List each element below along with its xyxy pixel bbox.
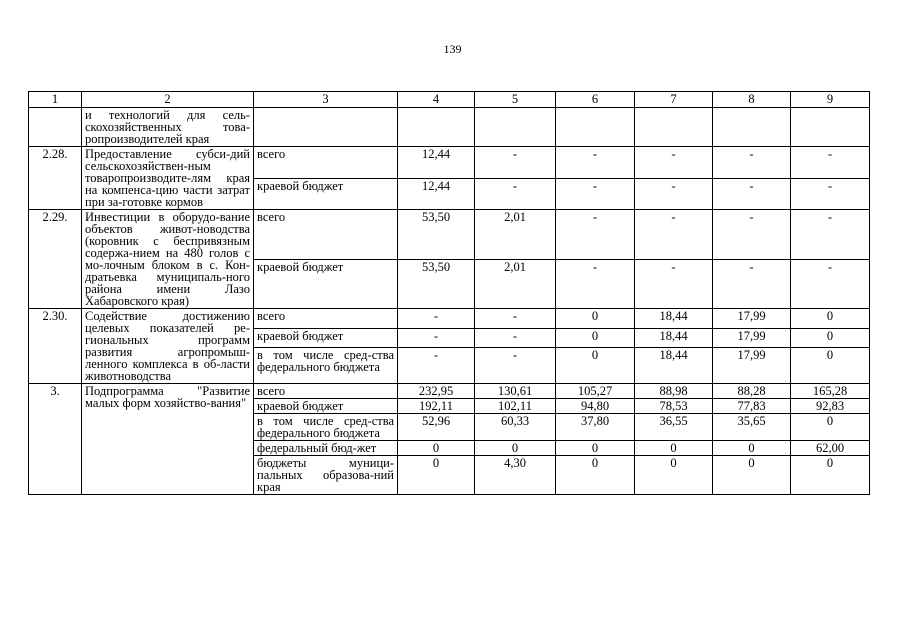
value-cell: 2,01 xyxy=(475,259,556,309)
column-number: 5 xyxy=(475,92,556,108)
funding-source: краевой бюджет xyxy=(254,259,398,309)
column-number: 6 xyxy=(556,92,635,108)
funding-source: краевой бюджет xyxy=(254,399,398,414)
value-cell: 0 xyxy=(556,441,635,456)
value-cell: - xyxy=(635,259,713,309)
value-cell: 17,99 xyxy=(713,348,791,384)
table-row xyxy=(29,210,870,260)
value-cell: 35,65 xyxy=(713,414,791,441)
column-number: 3 xyxy=(254,92,398,108)
value-cell: 0 xyxy=(398,456,475,495)
value-cell: 18,44 xyxy=(635,328,713,348)
value-cell: 0 xyxy=(635,441,713,456)
item-number: 2.28. xyxy=(29,147,82,210)
value-cell: 53,50 xyxy=(398,259,475,309)
value-cell: 232,95 xyxy=(398,384,475,399)
value-cell: 0 xyxy=(556,309,635,329)
value-cell: 0 xyxy=(713,441,791,456)
table-row xyxy=(29,309,870,329)
value-cell: 52,96 xyxy=(398,414,475,441)
value-cell: 36,55 xyxy=(635,414,713,441)
value-cell: - xyxy=(635,147,713,179)
value-cell: - xyxy=(791,178,870,210)
value-cell: 0 xyxy=(556,328,635,348)
value-cell: - xyxy=(713,178,791,210)
value-cell: 0 xyxy=(475,441,556,456)
item-description: Инвестиции в оборудо-вание объектов живот-новодства (коровник с беспривязным содержа-нием на 480 голов с мо-лочным блоком в с. Кон-дратьевка муниципаль-ного района имени Лазо Хабаровского края) xyxy=(82,210,254,309)
value-cell: 0 xyxy=(791,456,870,495)
empty-cell xyxy=(635,108,713,147)
empty-cell xyxy=(475,108,556,147)
column-number: 4 xyxy=(398,92,475,108)
value-cell: 2,01 xyxy=(475,210,556,260)
page-number: 139 xyxy=(443,42,462,56)
value-cell: 78,53 xyxy=(635,399,713,414)
item-number: 2.30. xyxy=(29,309,82,384)
empty-cell xyxy=(713,108,791,147)
value-cell: - xyxy=(398,328,475,348)
funding-source: в том числе сред-ства федерального бюджета xyxy=(254,348,398,384)
empty-cell xyxy=(791,108,870,147)
funding-source: бюджеты муници-пальных образова-ний края xyxy=(254,456,398,495)
column-number: 1 xyxy=(29,92,82,108)
value-cell: 0 xyxy=(556,348,635,384)
value-cell: 88,98 xyxy=(635,384,713,399)
value-cell: 165,28 xyxy=(791,384,870,399)
value-cell: 12,44 xyxy=(398,147,475,179)
value-cell: - xyxy=(475,147,556,179)
funding-source: всего xyxy=(254,210,398,260)
value-cell: - xyxy=(556,147,635,179)
empty-cell xyxy=(398,108,475,147)
value-cell: 62,00 xyxy=(791,441,870,456)
value-cell: - xyxy=(556,259,635,309)
item-description: Подпрограмма "Развитие малых форм хозяйство-вания" xyxy=(82,384,254,495)
value-cell: - xyxy=(398,348,475,384)
column-number: 7 xyxy=(635,92,713,108)
value-cell: - xyxy=(635,210,713,260)
value-cell: - xyxy=(556,210,635,260)
value-cell: 17,99 xyxy=(713,328,791,348)
empty-cell xyxy=(556,108,635,147)
value-cell: - xyxy=(475,309,556,329)
budget-table xyxy=(28,91,870,495)
value-cell: 77,83 xyxy=(713,399,791,414)
column-number: 9 xyxy=(791,92,870,108)
column-number-row xyxy=(29,92,870,108)
value-cell: 0 xyxy=(791,348,870,384)
value-cell: 0 xyxy=(635,456,713,495)
value-cell: - xyxy=(475,328,556,348)
value-cell: - xyxy=(791,147,870,179)
funding-source: федеральный бюд-жет xyxy=(254,441,398,456)
value-cell: 18,44 xyxy=(635,348,713,384)
value-cell: 88,28 xyxy=(713,384,791,399)
item-description: и технологий для сель-скохозяйственных това-ропроизводителей края xyxy=(82,108,254,147)
funding-source: всего xyxy=(254,384,398,399)
value-cell: 12,44 xyxy=(398,178,475,210)
item-number xyxy=(29,108,82,147)
value-cell: 0 xyxy=(398,441,475,456)
value-cell: 0 xyxy=(791,309,870,329)
table-row xyxy=(29,384,870,399)
value-cell: - xyxy=(713,259,791,309)
funding-source: всего xyxy=(254,309,398,329)
value-cell: 0 xyxy=(791,414,870,441)
value-cell: 130,61 xyxy=(475,384,556,399)
value-cell: 0 xyxy=(556,456,635,495)
value-cell: - xyxy=(713,210,791,260)
value-cell: 60,33 xyxy=(475,414,556,441)
value-cell: 0 xyxy=(713,456,791,495)
value-cell: - xyxy=(635,178,713,210)
value-cell: 17,99 xyxy=(713,309,791,329)
value-cell: 105,27 xyxy=(556,384,635,399)
item-description: Содействие достижению целевых показателей ре-гиональных программ развития агропромыш-ленного комплекса в об-ласти животноводства xyxy=(82,309,254,384)
funding-source: краевой бюджет xyxy=(254,328,398,348)
column-number: 8 xyxy=(713,92,791,108)
item-number: 3. xyxy=(29,384,82,495)
value-cell: - xyxy=(791,210,870,260)
value-cell: 192,11 xyxy=(398,399,475,414)
table-row xyxy=(29,147,870,179)
column-number: 2 xyxy=(82,92,254,108)
value-cell: 37,80 xyxy=(556,414,635,441)
item-number: 2.29. xyxy=(29,210,82,309)
value-cell: - xyxy=(556,178,635,210)
item-description: Предоставление субси-дий сельскохозяйствен-ным товаропроизводите-лям края на компенса-цию части затрат при за-готовке кормов xyxy=(82,147,254,210)
value-cell: 102,11 xyxy=(475,399,556,414)
table-row xyxy=(29,108,870,147)
value-cell: 53,50 xyxy=(398,210,475,260)
value-cell: - xyxy=(475,348,556,384)
value-cell: 92,83 xyxy=(791,399,870,414)
value-cell: 4,30 xyxy=(475,456,556,495)
funding-source: краевой бюджет xyxy=(254,178,398,210)
value-cell: - xyxy=(791,259,870,309)
value-cell: - xyxy=(475,178,556,210)
empty-cell xyxy=(254,108,398,147)
value-cell: - xyxy=(713,147,791,179)
funding-source: в том числе сред-ства федерального бюджета xyxy=(254,414,398,441)
value-cell: 0 xyxy=(791,328,870,348)
funding-source: всего xyxy=(254,147,398,179)
value-cell: - xyxy=(398,309,475,329)
value-cell: 94,80 xyxy=(556,399,635,414)
value-cell: 18,44 xyxy=(635,309,713,329)
